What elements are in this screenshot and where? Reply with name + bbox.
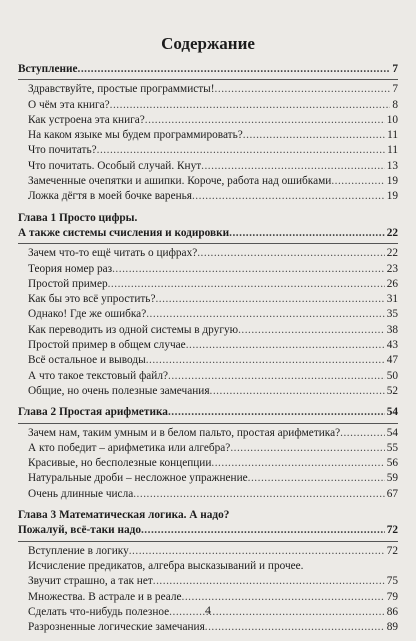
- toc-heading[interactable]: Глава 3 Математическая логика. А надо?: [18, 509, 230, 522]
- toc-heading-continued[interactable]: Пожалуй, всё-таки надо ..... 72: [18, 523, 398, 538]
- toc-entry[interactable]: Здравствуйте, простые программисты! ..... 7: [18, 82, 398, 97]
- toc-entry[interactable]: Что почитать. Особый случай. Кнут ..... 13: [18, 159, 398, 174]
- toc-entry[interactable]: Теория номер раз ..... 23: [18, 262, 398, 277]
- toc-entry[interactable]: Простой пример ..... 26: [18, 277, 398, 292]
- toc-entry[interactable]: Как бы это всё упростить? ..... 31: [18, 292, 398, 307]
- toc-entry[interactable]: Что почитать? ..... 11: [18, 143, 398, 158]
- toc-entry[interactable]: Звучит страшно, а так нет ..... 75: [18, 574, 398, 589]
- page-title: Содержание: [161, 34, 255, 53]
- toc-entry[interactable]: Исчисление предикатов, алгебра высказываний и прочее.: [28, 559, 304, 572]
- toc-entry[interactable]: Красивые, но бесполезные концепции ..... 56: [18, 456, 398, 471]
- toc-entry[interactable]: Всё остальное и выводы ..... 47: [18, 353, 398, 368]
- toc-entry[interactable]: Очень длинные числа ..... 67: [18, 487, 398, 502]
- toc-entry[interactable]: Зачем нам, таким умным и в белом пальто, простая арифметика? ..... 54: [18, 426, 398, 441]
- toc-entry[interactable]: О чём эта книга? ..... 8: [18, 98, 398, 113]
- toc-entry[interactable]: Сделать что-нибудь полезное ..... 86: [18, 605, 398, 620]
- toc-entry[interactable]: Как переводить из одной системы в другую ..... 38: [18, 323, 398, 338]
- section-divider: [18, 79, 398, 80]
- section-divider: [18, 243, 398, 244]
- toc-entry[interactable]: Простой пример в общем случае ..... 43: [18, 338, 398, 353]
- toc-entry[interactable]: Как устроена эта книга? ..... 10: [18, 113, 398, 128]
- toc-entry[interactable]: Ложка дёгтя в моей бочке варенья ..... 19: [18, 189, 398, 204]
- toc-entry[interactable]: На каком языке мы будем программировать? ..... 11: [18, 128, 398, 143]
- toc-entry[interactable]: А что такое текстовый файл? ..... 50: [18, 369, 398, 384]
- toc-entry[interactable]: Множества. В астрале и в реале ..... 79: [18, 590, 398, 605]
- toc-section-chapter-1: [18, 211, 398, 400]
- toc-entry[interactable]: Вступление в логику ..... 72: [18, 544, 398, 559]
- toc-entry[interactable]: Замеченные очепятки и ашипки. Короче, работа над ошибками ..... 19: [18, 174, 398, 189]
- toc-entry[interactable]: Разрозненные логические замечания ..... 89: [18, 620, 398, 635]
- toc-section-intro: [18, 62, 398, 205]
- toc-heading[interactable]: Вступление ..... 7: [18, 62, 398, 77]
- toc-heading[interactable]: Глава 1 Просто цифры.: [18, 211, 138, 224]
- toc-entry[interactable]: Однако! Где же ошибка? ..... 35: [18, 307, 398, 322]
- toc-entry[interactable]: Общие, но очень полезные замечания ..... 52: [18, 384, 398, 399]
- toc-entry[interactable]: Натуральные дроби – несложное упражнение ..... 59: [18, 471, 398, 486]
- toc-heading[interactable]: Глава 2 Простая арифметика ..... 54: [18, 405, 398, 420]
- page-number: 4: [205, 603, 211, 617]
- toc-heading-continued[interactable]: А также системы счисления и кодировки ..... 22: [18, 226, 398, 241]
- section-divider: [18, 541, 398, 542]
- toc-entry[interactable]: А кто победит – арифметика или алгебра? ..... 55: [18, 441, 398, 456]
- toc-entry[interactable]: Зачем что-то ещё читать о цифрах? ..... 22: [18, 246, 398, 261]
- table-of-contents: [18, 62, 398, 641]
- section-divider: [18, 423, 398, 424]
- toc-section-chapter-2: [18, 405, 398, 502]
